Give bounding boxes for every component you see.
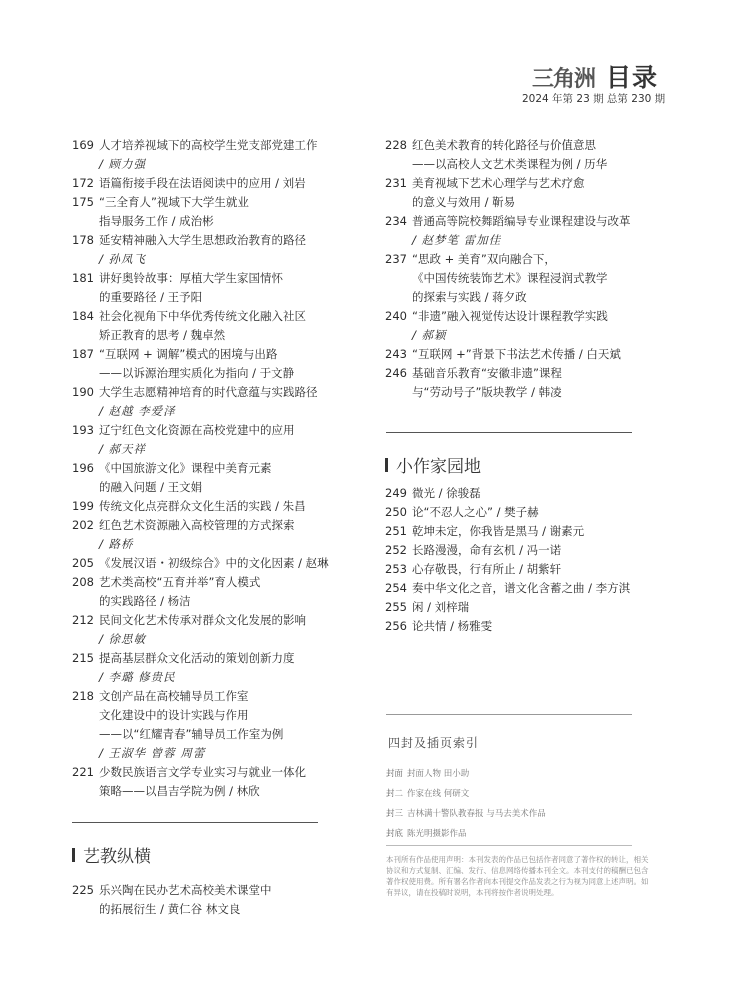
toc-page-number: 237 bbox=[385, 252, 407, 266]
toc-entry bbox=[72, 516, 357, 554]
toc-page-number: 212 bbox=[72, 613, 94, 627]
toc-page-number: 187 bbox=[72, 347, 94, 361]
toc-entry-line: 提高基层群众文化活动的策划创新力度 bbox=[99, 651, 295, 665]
covers-title: 四封及插页索引 bbox=[388, 736, 480, 750]
toc-entry-line: 红色美术教育的转化路径与价值意思 bbox=[412, 138, 596, 152]
toc-entry-authors: / 顾力强 bbox=[99, 157, 147, 171]
toc-entry-line: 闲 / 刘梓瑞 bbox=[412, 600, 470, 614]
toc-entry-line: 《中国旅游文化》课程中美育元素 bbox=[99, 461, 272, 475]
toc-entry bbox=[72, 345, 357, 383]
toc-entry-line: 心存敬畏，行有所止 / 胡紫轩 bbox=[412, 562, 562, 576]
section-divider-arts bbox=[72, 822, 318, 823]
covers-description: 作家在线 何研文 bbox=[407, 789, 470, 799]
toc-entry-line: 的实践路径 / 杨洁 bbox=[99, 594, 191, 608]
toc-entry bbox=[72, 383, 357, 421]
toc-page-number: 228 bbox=[385, 138, 407, 152]
covers-description: 陈光明摄影作品 bbox=[407, 829, 467, 839]
toc-page-number: 256 bbox=[385, 619, 407, 633]
toc-entry-line: 矫正教育的思考 / 魏卓然 bbox=[99, 328, 226, 342]
toc-entry-line: “三全育人”视域下大学生就业 bbox=[99, 195, 249, 209]
covers-row bbox=[386, 804, 636, 824]
covers-description: 吉林满十警队教春报 与马去美术作品 bbox=[407, 809, 546, 819]
toc-right-column bbox=[385, 136, 705, 402]
toc-entry-line: 论共情 / 杨雅雯 bbox=[412, 619, 493, 633]
toc-entry-line: 长路漫漫，命有玄机 / 冯一诺 bbox=[412, 543, 562, 557]
toc-entry bbox=[385, 345, 705, 364]
toc-entry-authors: / 孙凤飞 bbox=[99, 252, 147, 266]
section-title: 小作家园地 bbox=[396, 457, 481, 477]
toc-entry-line: 普通高等院校舞蹈编导专业课程建设与改革 bbox=[412, 214, 631, 228]
brand-logo: 三角洲 bbox=[532, 67, 596, 92]
toc-entry-line: 奏中华文化之音，谱文化含蓄之曲 / 李方淇 bbox=[412, 581, 631, 595]
toc-entry-line: 乐兴陶在民办艺术高校美术课堂中 bbox=[99, 883, 272, 897]
toc-entry-authors: / 赵越 李爱泽 bbox=[99, 404, 176, 418]
toc-page-number: 218 bbox=[72, 689, 94, 703]
section-heading-arts bbox=[72, 842, 151, 867]
toc-entry-line: 美育视域下艺术心理学与艺术疗愈 bbox=[412, 176, 585, 190]
issue-info: 2024 年第 23 期 总第 230 期 bbox=[522, 93, 666, 105]
toc-page-number: 172 bbox=[72, 176, 94, 190]
toc-entry bbox=[385, 364, 705, 402]
section-bar-icon bbox=[385, 458, 388, 472]
toc-entry bbox=[385, 503, 705, 522]
toc-entry bbox=[385, 250, 705, 307]
toc-page-number: 175 bbox=[72, 195, 94, 209]
toc-page-number: 253 bbox=[385, 562, 407, 576]
toc-page-number: 202 bbox=[72, 518, 94, 532]
toc-page-number: 169 bbox=[72, 138, 94, 152]
toc-entry-line: 社会化视角下中华优秀传统文化融入社区 bbox=[99, 309, 306, 323]
toc-entry-line: 策略——以昌吉学院为例 / 林欣 bbox=[99, 784, 260, 798]
section-title: 艺教纵横 bbox=[83, 847, 151, 867]
toc-entry bbox=[72, 459, 357, 497]
toc-page-number: 199 bbox=[72, 499, 94, 513]
toc-entry-line: 论“不忍人之心” / 樊子赫 bbox=[412, 505, 539, 519]
toc-page-number: 254 bbox=[385, 581, 407, 595]
toc-entry bbox=[385, 484, 705, 503]
copyright-notice: 本刊所有作品使用声明：本刊发表的作品已包括作者同意了著作权的转让，相关协议和方式复制、汇编、发行、信息网络传播本刊全文。本刊支付的稿酬已包含著作权使用费。所有署名作者向本刊提交作品发表之行为视为同意上述声明。如有异议，请在投稿时说明，本刊将按作者说明处理。 bbox=[386, 855, 649, 897]
toc-entry-line: “互联网 + 调解”模式的困境与出路 bbox=[99, 347, 278, 361]
toc-entry-line: “互联网 +”背景下书法艺术传播 / 白天斌 bbox=[412, 347, 621, 361]
section-divider-young bbox=[386, 432, 632, 433]
covers-index bbox=[386, 764, 636, 844]
toc-entry-authors: / 徐思敏 bbox=[99, 632, 147, 646]
toc-entry bbox=[385, 522, 705, 541]
toc-entry bbox=[72, 649, 357, 687]
toc-page-number: 240 bbox=[385, 309, 407, 323]
toc-page-number: 190 bbox=[72, 385, 94, 399]
covers-position: 封面 bbox=[386, 769, 404, 779]
toc-entry bbox=[385, 598, 705, 617]
toc-entry bbox=[72, 763, 357, 801]
toc-entry bbox=[385, 136, 705, 174]
toc-entry-line: 大学生志愿精神培育的时代意蕴与实践路径 bbox=[99, 385, 318, 399]
covers-position: 封底 bbox=[386, 829, 404, 839]
toc-page-number: 251 bbox=[385, 524, 407, 538]
toc-entry bbox=[72, 611, 357, 649]
section-heading-young bbox=[385, 452, 481, 477]
toc-entry-line: 辽宁红色文化资源在高校党建中的应用 bbox=[99, 423, 295, 437]
toc-page-number: 250 bbox=[385, 505, 407, 519]
toc-entry-line: 微光 / 徐骏磊 bbox=[412, 486, 481, 500]
toc-entry bbox=[385, 212, 705, 250]
toc-entry bbox=[385, 307, 705, 345]
covers-row bbox=[386, 764, 636, 784]
toc-page-number: 205 bbox=[72, 556, 94, 570]
toc-left-column bbox=[72, 136, 357, 801]
toc-page-number: 255 bbox=[385, 600, 407, 614]
toc-entry-line: 的融入问题 / 王文娟 bbox=[99, 480, 203, 494]
toc-page-number: 246 bbox=[385, 366, 407, 380]
toc-page-number: 221 bbox=[72, 765, 94, 779]
toc-entry bbox=[72, 307, 357, 345]
toc-entry bbox=[72, 174, 357, 193]
covers-divider bbox=[386, 714, 632, 715]
toc-entry-line: 文创产品在高校辅导员工作室 bbox=[99, 689, 249, 703]
covers-row bbox=[386, 824, 636, 844]
toc-entry bbox=[72, 573, 357, 611]
toc-entry-line: 艺术类高校“五育并举”育人模式 bbox=[99, 575, 261, 589]
toc-page-number: 181 bbox=[72, 271, 94, 285]
toc-entry-line: 《发展汉语・初级综合》中的文化因素 / 赵琳 bbox=[99, 556, 329, 570]
toc-entry bbox=[72, 231, 357, 269]
toc-page-number: 225 bbox=[72, 883, 94, 897]
toc-entry bbox=[72, 269, 357, 307]
toc-entry-authors: / 路桥 bbox=[99, 537, 134, 551]
toc-entry-line: 的拓展衍生 / 黄仁谷 林文良 bbox=[99, 902, 241, 916]
toc-entry-line: 的探索与实践 / 蒋夕政 bbox=[412, 290, 527, 304]
toc-page-number: 243 bbox=[385, 347, 407, 361]
toc-entry-line: 基础音乐教育“安徽非遗”课程 bbox=[412, 366, 562, 380]
toc-entry-line: 乾坤未定，你我皆是黑马 / 谢素元 bbox=[412, 524, 585, 538]
toc-entry-line: 人才培养视域下的高校学生党支部党建工作 bbox=[99, 138, 318, 152]
toc-entry-line: 少数民族语言文学专业实习与就业一体化 bbox=[99, 765, 306, 779]
toc-entry-line: “思政 + 美育”双向融合下， bbox=[412, 252, 556, 266]
toc-entry bbox=[72, 554, 357, 573]
toc-entry-line: 民间文化艺术传承对群众文化发展的影响 bbox=[99, 613, 306, 627]
toc-entry-line: 延安精神融入大学生思想政治教育的路径 bbox=[99, 233, 306, 247]
toc-entry-line: ——以“红耀青春”辅导员工作室为例 bbox=[99, 727, 284, 741]
toc-entry-line: ——以高校人文艺术类课程为例 / 历华 bbox=[412, 157, 608, 171]
toc-entry bbox=[72, 497, 357, 516]
toc-entry-line: “非遗”融入视觉传达设计课程教学实践 bbox=[412, 309, 608, 323]
toc-page-number: 252 bbox=[385, 543, 407, 557]
toc-entry bbox=[385, 541, 705, 560]
toc-entry-authors: / 郝天祥 bbox=[99, 442, 147, 456]
page-title: 目录 bbox=[606, 63, 659, 92]
toc-entry bbox=[72, 881, 357, 919]
toc-page-number: 215 bbox=[72, 651, 94, 665]
toc-page-number: 208 bbox=[72, 575, 94, 589]
toc-page-number: 234 bbox=[385, 214, 407, 228]
covers-position: 封二 bbox=[386, 789, 404, 799]
toc-entry-authors: / 李璐 修贵民 bbox=[99, 670, 176, 684]
toc-entry bbox=[385, 560, 705, 579]
toc-entry-authors: / 郝颖 bbox=[412, 328, 447, 342]
toc-entry bbox=[72, 193, 357, 231]
toc-page-number: 249 bbox=[385, 486, 407, 500]
toc-arts-entries bbox=[72, 881, 357, 919]
toc-entry-line: 红色艺术资源融入高校管理的方式探索 bbox=[99, 518, 295, 532]
covers-row bbox=[386, 784, 636, 804]
toc-page-number: 231 bbox=[385, 176, 407, 190]
toc-entry-line: 的重要路径 / 王予阳 bbox=[99, 290, 203, 304]
toc-entry-line: 传统文化点亮群众文化生活的实践 / 朱昌 bbox=[99, 499, 306, 513]
notice-divider bbox=[386, 845, 632, 846]
toc-entry bbox=[72, 136, 357, 174]
section-bar-icon bbox=[72, 848, 75, 862]
toc-page-number: 196 bbox=[72, 461, 94, 475]
toc-entry bbox=[72, 687, 357, 763]
toc-entry-line: 讲好奥铃故事：厚植大学生家国情怀 bbox=[99, 271, 283, 285]
toc-entry-line: 语篇衔接手段在法语阅读中的应用 / 刘岩 bbox=[99, 176, 306, 190]
toc-entry-authors: / 王淑华 曾蓉 周蕾 bbox=[99, 746, 206, 760]
toc-entry bbox=[385, 579, 705, 598]
toc-entry-line: 文化建设中的设计实践与作用 bbox=[99, 708, 249, 722]
toc-entry bbox=[385, 617, 705, 636]
toc-young-entries bbox=[385, 484, 705, 636]
toc-page-number: 178 bbox=[72, 233, 94, 247]
covers-position: 封三 bbox=[386, 809, 404, 819]
toc-entry-line: 指导服务工作 / 成治彬 bbox=[99, 214, 214, 228]
toc-entry-line: ——以诉源治理实质化为指向 / 于文静 bbox=[99, 366, 295, 380]
toc-entry bbox=[72, 421, 357, 459]
toc-entry bbox=[385, 174, 705, 212]
toc-entry-line: 与“劳动号子”版块教学 / 韩凌 bbox=[412, 385, 562, 399]
toc-page-number: 184 bbox=[72, 309, 94, 323]
toc-page-number: 193 bbox=[72, 423, 94, 437]
covers-description: 封面人物 田小助 bbox=[407, 769, 470, 779]
toc-entry-line: 《中国传统装饰艺术》课程浸润式教学 bbox=[412, 271, 608, 285]
toc-entry-authors: / 赵梦笔 雷加佳 bbox=[412, 233, 502, 247]
toc-entry-line: 的意义与效用 / 靳易 bbox=[412, 195, 516, 209]
